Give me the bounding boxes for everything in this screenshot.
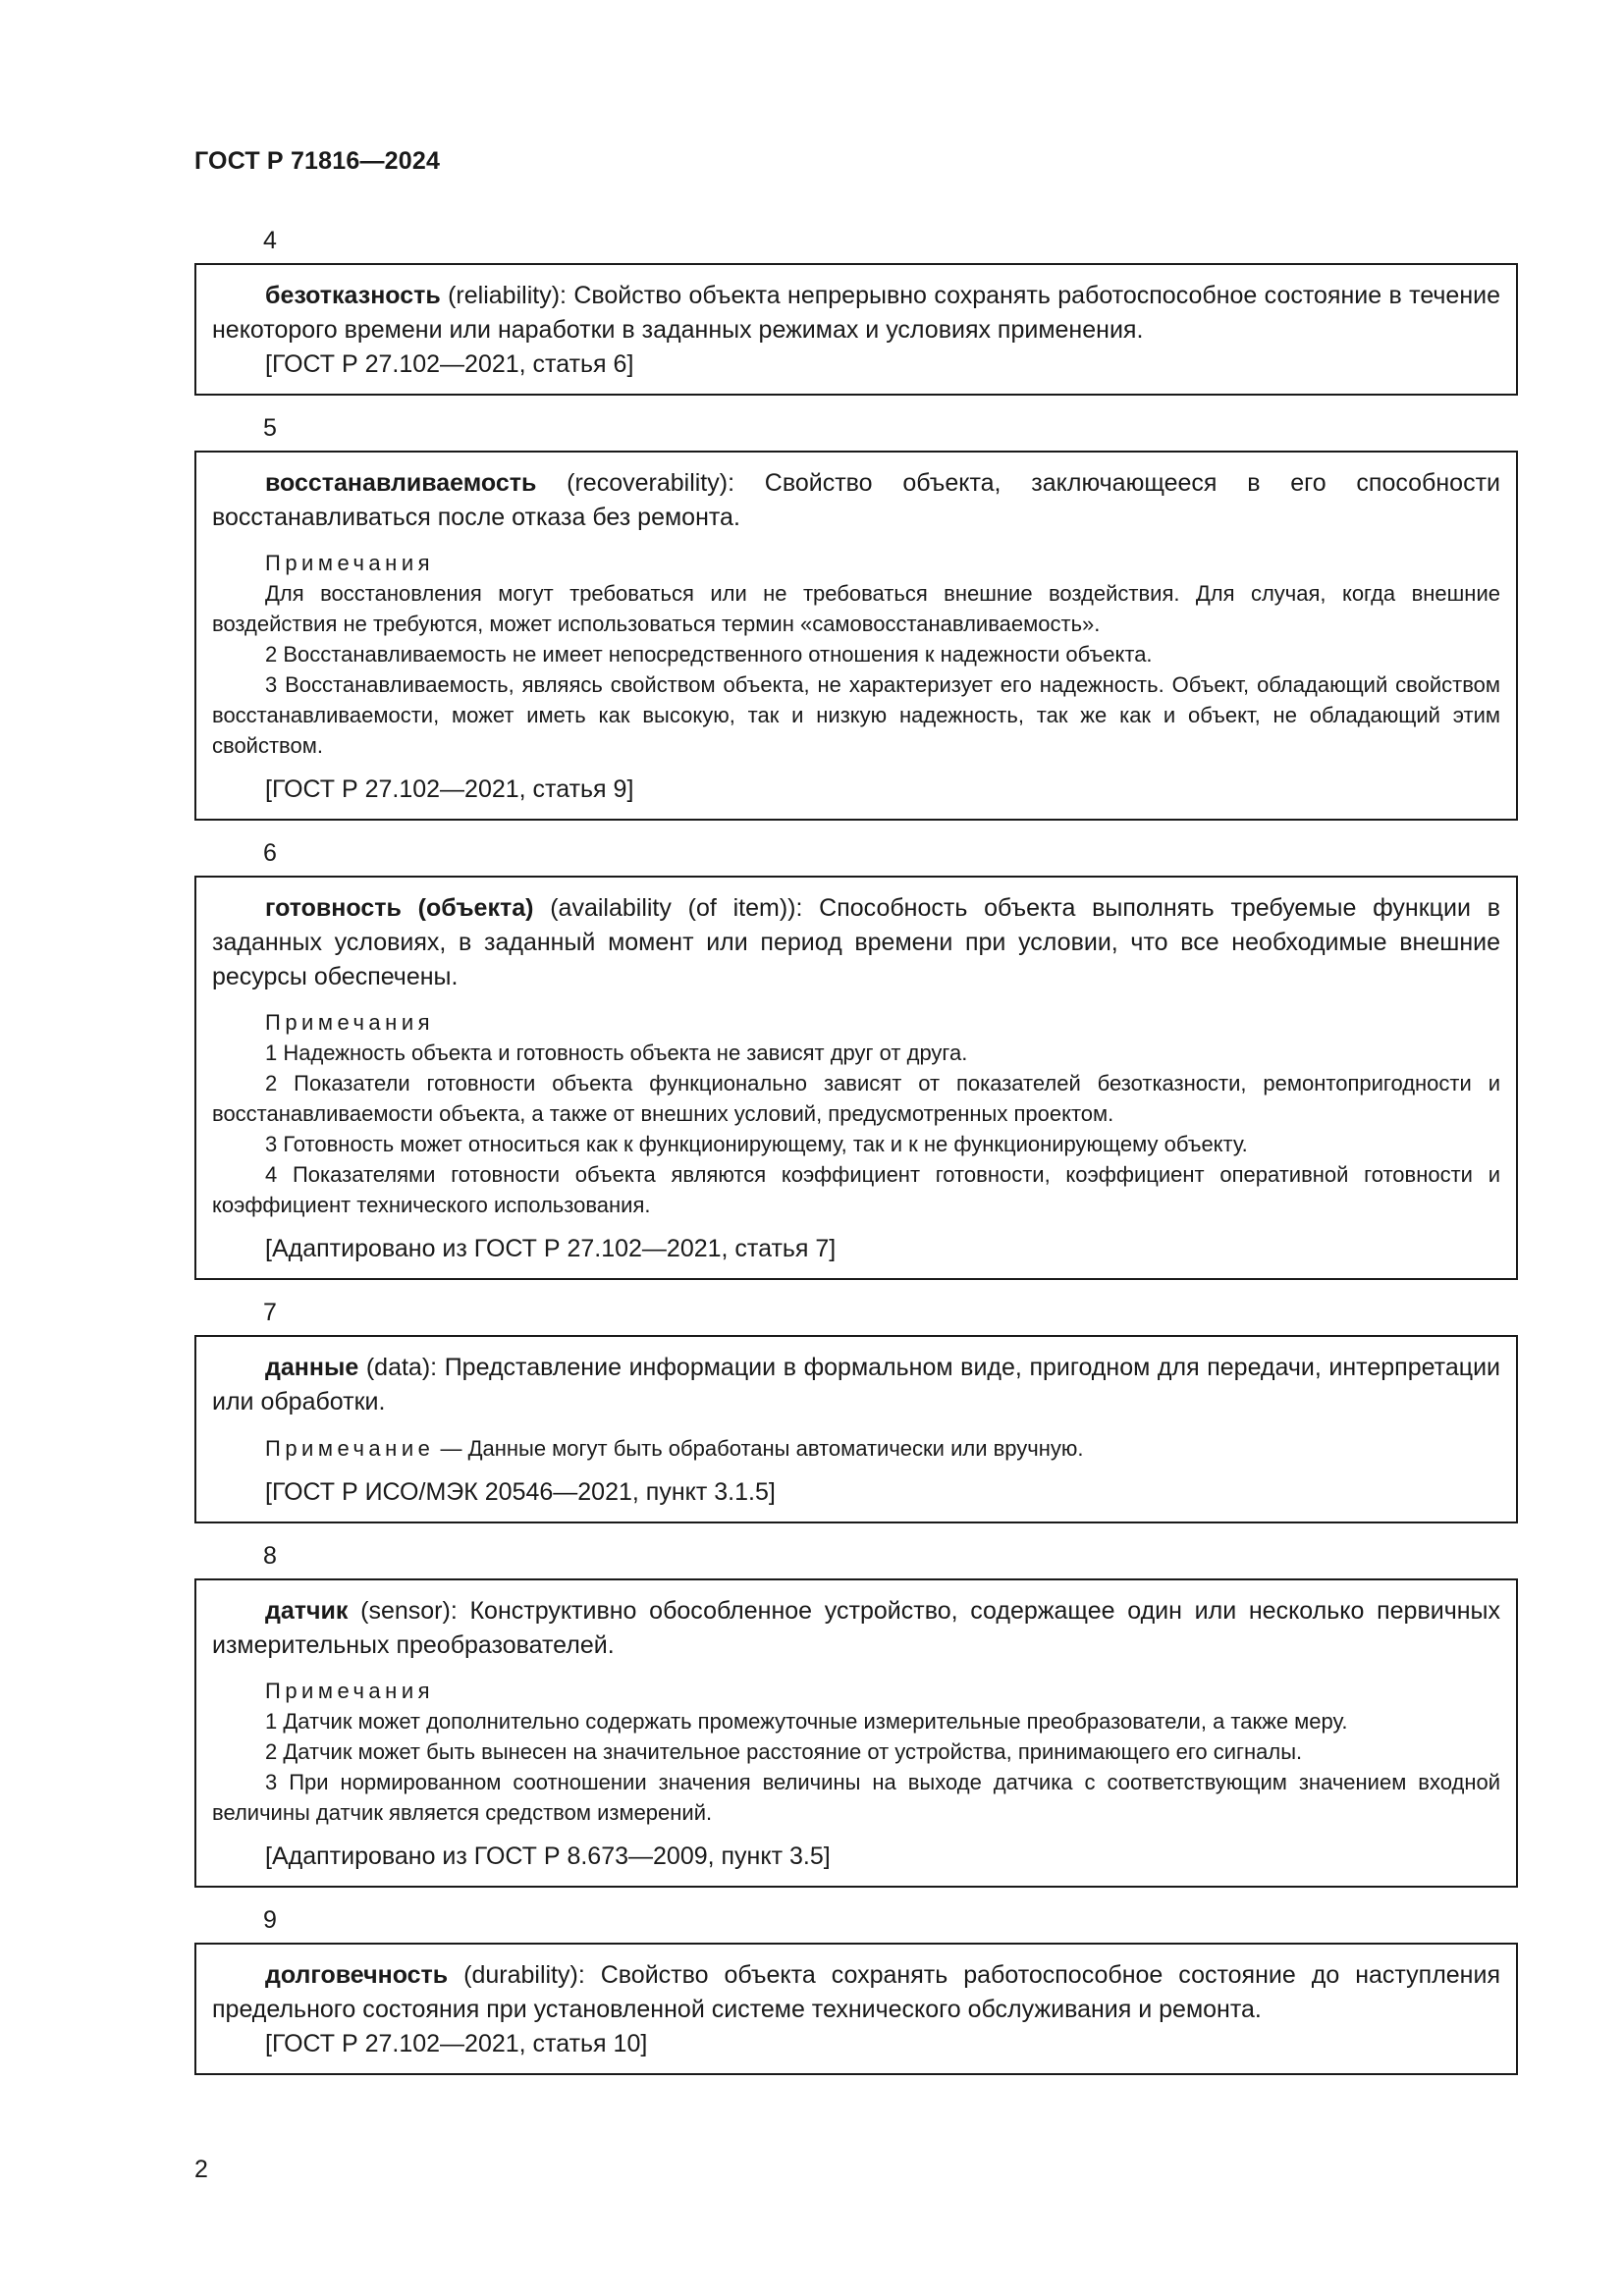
terms-list <box>194 226 1518 2093</box>
term-entry-recoverability <box>194 451 1518 821</box>
definition-text: (availability (of item)): Способность объекта выполнять требуемые функции в заданных условиях, в заданный момент или период времени при условии, что все необходимые внешние ресурсы обеспечены. <box>212 894 1500 990</box>
source-reference: [ГОСТ Р 27.102—2021, статья 6] <box>265 350 634 378</box>
note-item <box>212 1433 1500 1464</box>
definition-text: (data): Представление информации в формальном виде, пригодном для передачи, интерпретации или обработки. <box>212 1354 1500 1415</box>
notes-title: Примечания <box>265 1679 435 1703</box>
definition <box>212 1594 1500 1663</box>
entry-number: 4 <box>263 227 277 254</box>
entry-number: 9 <box>263 1906 277 1934</box>
source-reference: [Адаптировано из ГОСТ Р 27.102—2021, статья 7] <box>265 1235 837 1262</box>
note-item: 2 Показатели готовности объекта функционально зависят от показателей безотказности, ремонтопригодности и восстанавливаемости объекта, а также от внешних условий, предусмотренных проектом. <box>212 1071 1500 1126</box>
notes-title: Примечания <box>265 1010 435 1035</box>
note-item: 3 При нормированном соотношении значения величины на выходе датчика с соответствующим значением входной величины датчик является средством измерений. <box>212 1770 1500 1825</box>
source-reference: [ГОСТ Р ИСО/МЭК 20546—2021, пункт 3.1.5] <box>265 1478 776 1506</box>
document-header: ГОСТ Р 71816—2024 <box>194 147 441 175</box>
definition-text: (sensor): Конструктивно обособленное устройство, содержащее один или несколько первичных измерительных преобразователей. <box>212 1597 1500 1659</box>
term-entry-reliability <box>194 263 1518 396</box>
definition <box>212 1958 1500 2027</box>
note-item: 2 Восстанавливаемость не имеет непосредственного отношения к надежности объекта. <box>265 642 1153 667</box>
page-number: 2 <box>194 2156 208 2183</box>
entry-number: 7 <box>263 1299 277 1326</box>
notes-title: Примечания <box>265 551 435 575</box>
note-item: 3 Восстанавливаемость, являясь свойством объекта, не характеризует его надежность. Объект, обладающий свойством восстанавливаемости, может иметь как высокую, так и низкую надежность, так же как и объект, не обладающий этим свойством. <box>212 672 1500 758</box>
definition-text: (durability): Свойство объекта сохранять работоспособное состояние до наступления предельного состояния при установленной системе технического обслуживания и ремонта. <box>212 1961 1500 2023</box>
definition <box>212 891 1500 994</box>
note-item: 4 Показателями готовности объекта являются коэффициент готовности, коэффициент оперативной готовности и коэффициент технического использования. <box>212 1162 1500 1217</box>
term: готовность (объекта) <box>265 894 534 922</box>
term-entry-availability <box>194 876 1518 1280</box>
note-item: Для восстановления могут требоваться или не требоваться внешние воздействия. Для случая, когда внешние воздействия не требуются, может использоваться термин «самовосстанавливаемость». <box>212 581 1500 636</box>
term: долговечность <box>265 1961 449 1989</box>
definition <box>212 1351 1500 1419</box>
term: данные <box>265 1354 359 1381</box>
note-item: 1 Датчик может дополнительно содержать промежуточные измерительные преобразователи, а также меру. <box>265 1709 1348 1734</box>
term: восстанавливаемость <box>265 469 537 497</box>
definition <box>212 466 1500 535</box>
entry-number: 8 <box>263 1542 277 1570</box>
definition-text: (recoverability): Свойство объекта, заключающееся в его способности восстанавливаться после отказа без ремонта. <box>212 469 1500 531</box>
term: датчик <box>265 1597 349 1625</box>
term-entry-durability <box>194 1943 1518 2075</box>
source-reference: [Адаптировано из ГОСТ Р 8.673—2009, пункт 3.5] <box>265 1842 831 1870</box>
notes-block <box>212 549 1500 761</box>
note-item: 2 Датчик может быть вынесен на значительное расстояние от устройства, принимающего его сигналы. <box>265 1739 1303 1764</box>
notes-block <box>212 1677 1500 1828</box>
entry-number: 6 <box>263 839 277 867</box>
note-item: 1 Надежность объекта и готовность объекта не зависят друг от друга. <box>265 1041 968 1065</box>
entry-number: 5 <box>263 414 277 442</box>
source-reference: [ГОСТ Р 27.102—2021, статья 9] <box>265 775 634 803</box>
term: безотказность <box>265 282 441 309</box>
note-text: — Данные могут быть обработаны автоматически или вручную. <box>434 1436 1084 1461</box>
term-entry-data <box>194 1335 1518 1523</box>
definition <box>212 279 1500 347</box>
term-entry-sensor <box>194 1578 1518 1888</box>
definition-text: (reliability): Свойство объекта непрерывно сохранять работоспособное состояние в течение некоторого времени или наработки в заданных режимах и условиях применения. <box>212 282 1500 344</box>
source-reference: [ГОСТ Р 27.102—2021, статья 10] <box>265 2030 648 2057</box>
notes-block <box>212 1008 1500 1220</box>
notes-block <box>212 1433 1500 1464</box>
note-item: 3 Готовность может относиться как к функционирующему, так и к не функционирующему объекту. <box>265 1132 1248 1156</box>
note-label: Примечание <box>265 1436 435 1461</box>
